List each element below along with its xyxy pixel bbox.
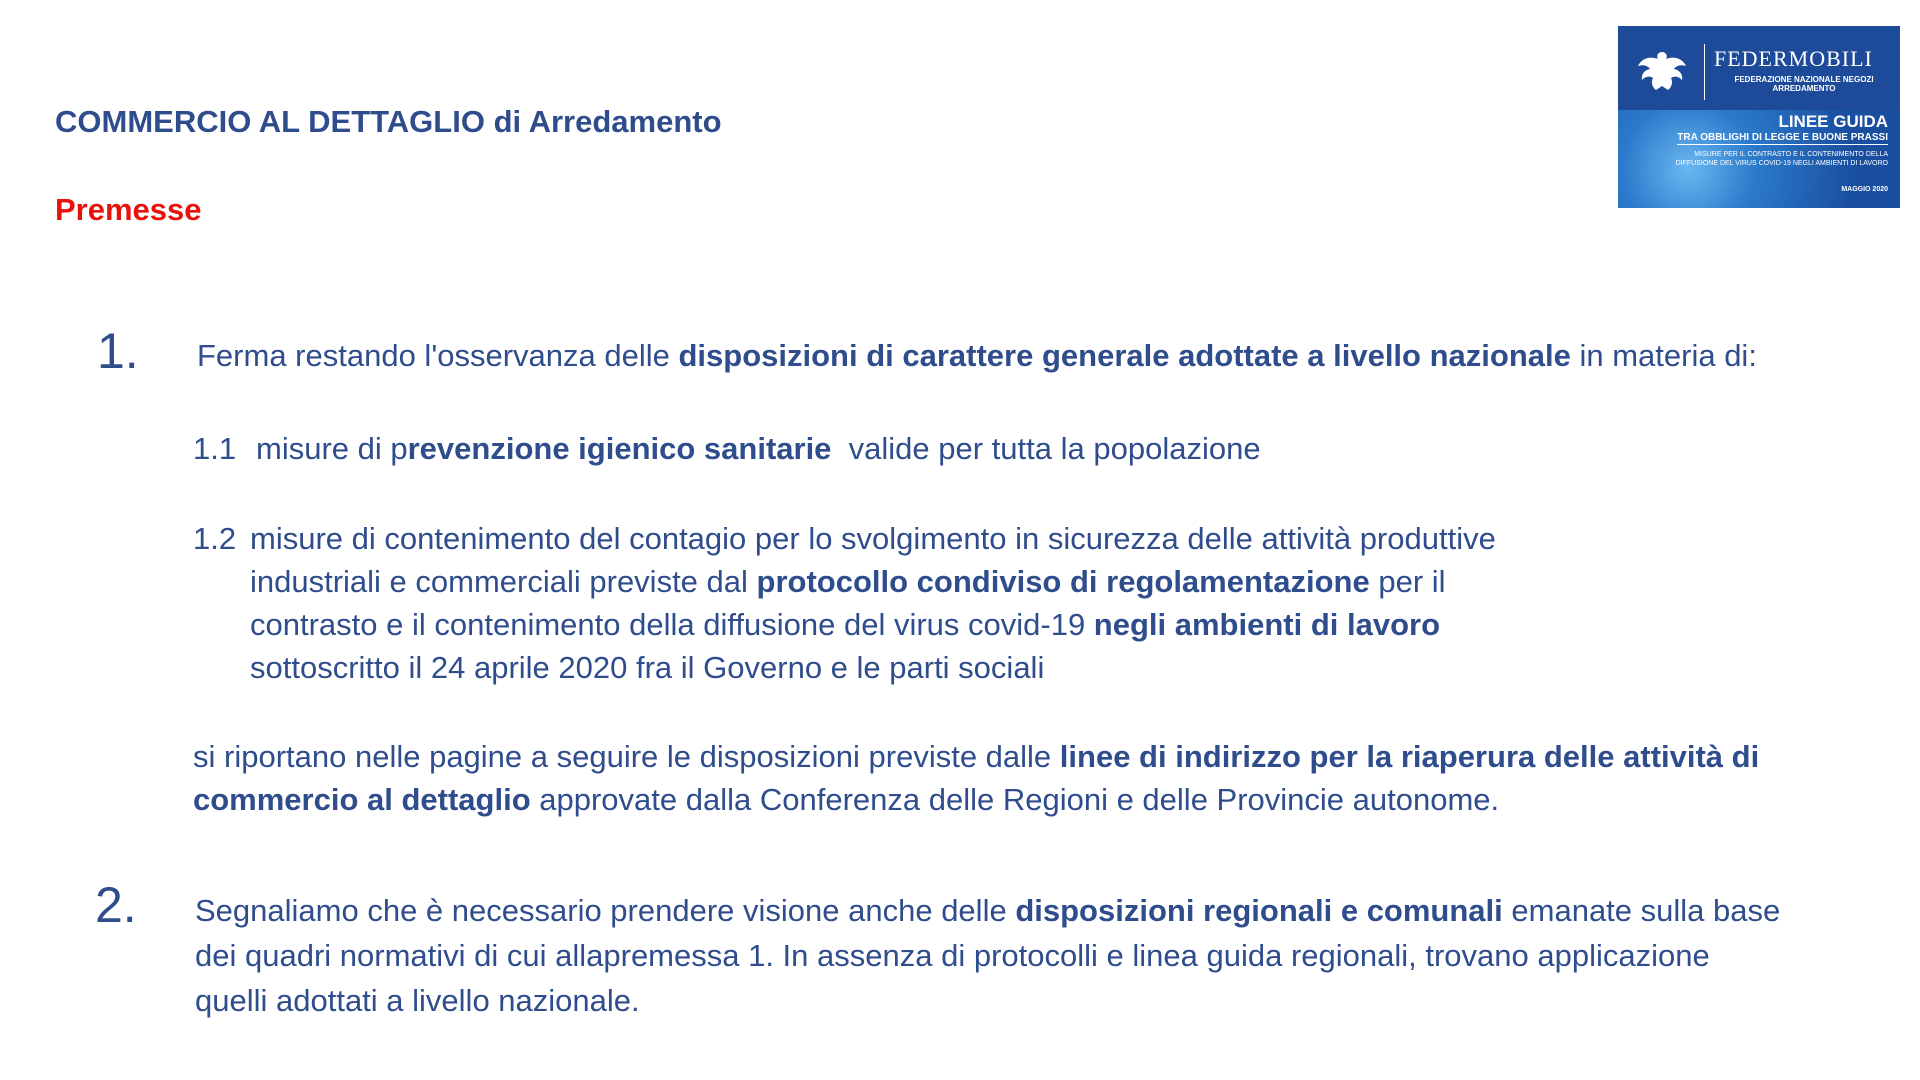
logo-guide-date: MAGGIO 2020 [1841, 186, 1888, 193]
logo-guide-title: LINEE GUIDA [1778, 112, 1888, 131]
item1-intro-a: Ferma restando l'osservanza delle [197, 338, 679, 373]
item-number-2: 2. [95, 877, 137, 933]
item2-text [195, 888, 1785, 1023]
closing-c: approvate dalla Conferenza delle Regioni e delle Provincie autonome. [530, 782, 1500, 817]
item-number-1: 1. [97, 323, 139, 379]
closing-b: linee di indirizzo per la riaperura delle attività di commercio al dettaglio [193, 739, 1760, 817]
sub2-text [250, 517, 1520, 689]
item2-b: disposizioni regionali e comunali [1015, 893, 1503, 928]
logo-brand-sub: FEDERAZIONE NAZIONALE NEGOZI ARREDAMENTO [1734, 75, 1874, 93]
sub2-label: 1.2 [193, 521, 237, 556]
sub1-b: revenzione igienico sanitarie [407, 431, 832, 466]
eagle-icon [1636, 48, 1688, 94]
sub1-label: 1.1 [193, 431, 237, 466]
logo-guide-subtitle: TRA OBBLIGHI DI LEGGE E BUONE PRASSI [1677, 132, 1888, 143]
sub1-c: valide per tutta la popolazione [831, 431, 1261, 466]
federmobili-logo [1618, 26, 1900, 208]
sub2-e: sottoscritto il 24 aprile 2020 fra il Governo e le parti sociali [250, 650, 1045, 685]
item2-c: emanate sulla base dei quadri normativi di cui allapremessa 1. In assenza di protocolli e linea guida regionali, trovano applicazione quelli adottati a livello nazionale. [195, 893, 1781, 1018]
item1-intro-c: in materia di: [1570, 338, 1757, 373]
item1-intro [197, 334, 1837, 377]
page-title: COMMERCIO AL DETTAGLIO di Arredamento [55, 104, 722, 139]
sub1-a: misure di p [256, 431, 408, 466]
sub2-a: misure di contenimento del contagio per lo svolgimento in sicurezza delle attività produttive industriali e commerciali previste dal [250, 521, 1496, 599]
logo-guide-small-text: MISURE PER IL CONTRASTO E IL CONTENIMENTO DELLA DIFFUSIONE DEL VIRUS COVID-19 NEGLI AMBIENTI DI LAVORO [1675, 151, 1888, 167]
logo-divider [1704, 44, 1705, 100]
sub2-b: protocollo condiviso di regolamentazione [756, 564, 1370, 599]
sub2-c: per il contrasto e il contenimento della diffusione del virus covid-19 [250, 564, 1446, 642]
item1-closing [193, 735, 1833, 821]
sub1-text [256, 427, 1526, 470]
sub2-d: negli ambienti di lavoro [1093, 607, 1441, 642]
item1-intro-b: disposizioni di carattere generale adottate a livello nazionale [678, 338, 1571, 373]
item2-a: Segnaliamo che è necessario prendere visione anche delle [195, 893, 1016, 928]
section-title: Premesse [55, 192, 202, 227]
logo-brand: FEDERMOBILI [1714, 46, 1873, 71]
closing-a: si riportano nelle pagine a seguire le disposizioni previste dalle [193, 739, 1060, 774]
